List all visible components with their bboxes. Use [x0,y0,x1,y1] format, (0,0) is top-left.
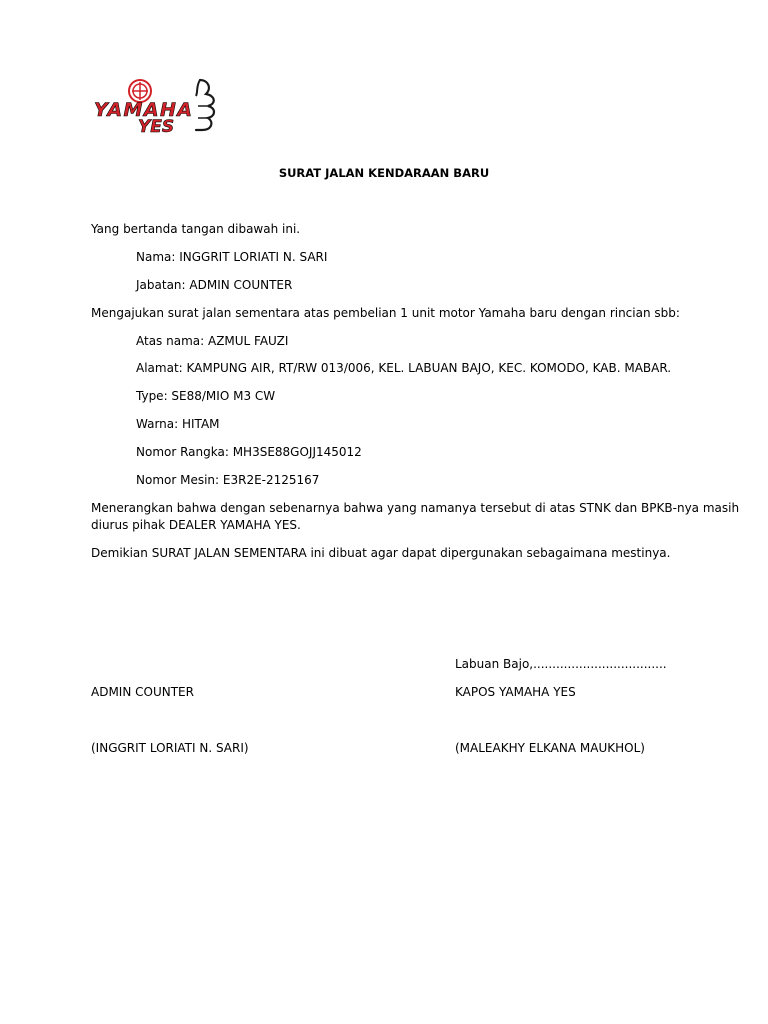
detail-owner-name: Atas nama: AZMUL FAUZI [136,334,289,348]
yamaha-yes-logo [92,76,222,138]
detail-frame-number: Nomor Rangka: MH3SE88GOJJ145012 [136,445,362,459]
logo-text-yamaha: YAMAHA [94,99,192,121]
left-signer-role: ADMIN COUNTER [91,685,194,699]
signer-position: Jabatan: ADMIN COUNTER [136,278,293,292]
right-signer-name: (MALEAKHY ELKANA MAUKHOL) [455,741,645,755]
signer-name: Nama: INGGRIT LORIATI N. SARI [136,250,328,264]
logo-text-yes: YES [138,117,175,137]
intro-text: Yang bertanda tangan dibawah ini. [91,222,301,236]
document-title: SURAT JALAN KENDARAAN BARU [278,166,490,180]
detail-type: Type: SE88/MIO M3 CW [136,389,276,403]
closing-text: Demikian SURAT JALAN SEMENTARA ini dibuat agar dapat dipergunakan sebagaimana mestinya. [91,546,671,560]
right-signer-role: KAPOS YAMAHA YES [455,685,576,699]
detail-engine-number: Nomor Mesin: E3R2E-2125167 [136,473,320,487]
statement-line-1: Menerangkan bahwa dengan sebenarnya bahwa yang namanya tersebut di atas STNK dan BPKB-nya masih [91,501,740,515]
statement-line-2: diurus pihak DEALER YAMAHA YES. [91,518,301,532]
place-date: Labuan Bajo,................................... [455,657,667,671]
thumbs-up-icon [196,80,214,130]
left-signer-name: (INGGRIT LORIATI N. SARI) [91,741,249,755]
detail-address: Alamat: KAMPUNG AIR, RT/RW 013/006, KEL. LABUAN BAJO, KEC. KOMODO, KAB. MABAR. [136,361,672,375]
detail-color: Warna: HITAM [136,417,220,431]
request-text: Mengajukan surat jalan sementara atas pembelian 1 unit motor Yamaha baru dengan rincian sbb: [91,306,680,320]
